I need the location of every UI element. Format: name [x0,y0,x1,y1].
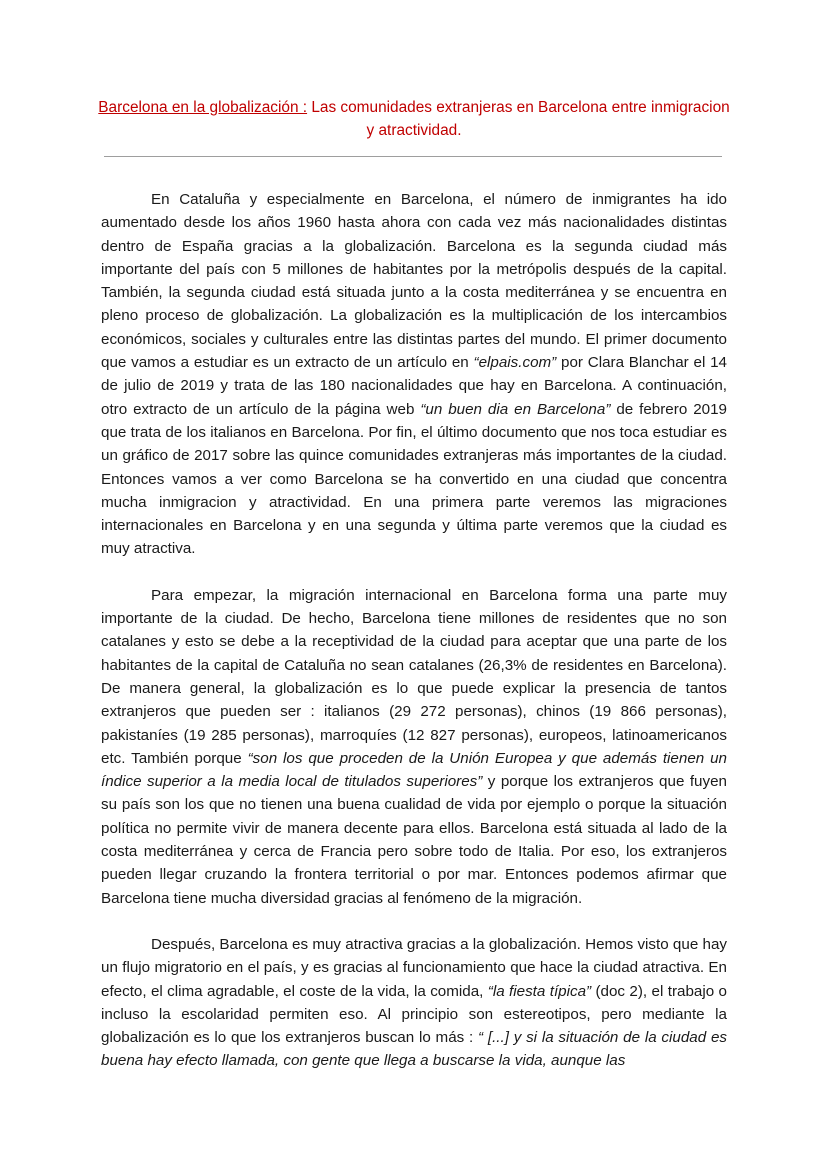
document-body [101,188,727,1073]
paragraph-text: de febrero 2019 que trata de los italianos en Barcelona. Por fin, el último documento que nos toca estudiar es un gráfico de 2017 sobre las quince comunidades extranjeras más importantes de la ciudad. Entonces vamos a ver como Barcelona se ha convertido en una ciudad que concentra mucha inmigracion y atractividad. En una primera parte veremos las migraciones internacionales en Barcelona y en una segunda y última parte veremos que la ciudad es muy atractiva. [101,400,727,558]
title-rest: Las comunidades extranjeras en Barcelona entre inmigracion y atractividad. [307,99,730,139]
paragraph-text: En Cataluña y especialmente en Barcelona, el número de inmigrantes ha ido aumentado desde los años 1960 hasta ahora con cada vez más nacionalidades distintas dentro de España gracias a la globalización. Barcelona es la segunda ciudad más importante del país con 5 millones de habitantes por la metrópolis después de la capital. También, la segunda ciudad está situada junto a la costa mediterránea y se encuentra en pleno proceso de globalización. La globalización es la multiplicación de los intercambios económicos, sociales y culturales entre las distintas partes del mundo. El primer documento que vamos a estudiar es un extracto de un artículo en [101,191,727,372]
horizontal-divider [104,156,722,157]
quote-fiesta-tipica: “la fiesta típica” [487,982,592,1000]
document-title [96,96,732,142]
paragraph-attractiveness [101,933,727,1073]
paragraph-text: Para empezar, la migración internacional en Barcelona forma una parte muy importante de la ciudad. De hecho, Barcelona tiene millones de residentes que no son catalanes y esto se debe a la receptividad de la ciudad para aceptar que una parte de los habitantes de la capital de Cataluña no sean catalanes (26,3% de residentes en Barcelona). De manera general, la globalización es lo que puede explicar la presencia de tantos extranjeros que pueden ser : italianos (29 272 personas), chinos (19 866 personas), pakistaníes (19 285 personas), marroquíes (12 827 personas), europeos, latinoamericanos etc. También porque [101,586,727,767]
quote-union-europea: “son los que proceden de la Unión Europea y que además tienen un índice superior a la media local de titulados superiores” [101,749,727,791]
quote-efecto-llamada: “ [...] y si la situación de la ciudad es buena hay efecto llamada, con gente que llega a buscarse la vida, aunque las [101,1029,727,1070]
paragraph-migration [101,584,727,910]
paragraph-text: Después, Barcelona es muy atractiva gracias a la globalización. Hemos visto que hay un flujo migratorio en el país, y es gracias al funcionamiento que hace la ciudad atractiva. En efecto, el clima agradable, el coste de la vida, la comida, [101,935,727,1000]
quote-elpais: “elpais.com” [473,354,557,372]
paragraph-introduction [101,188,727,561]
paragraph-text: por Clara Blanchar el 14 de julio de 2019 y trata de las 180 nacionalidades que hay en Barcelona. A continuación, otro extracto de un artículo de la página web [101,354,728,418]
paragraph-text: (doc 2), el trabajo o incluso la escolaridad permiten eso. Al principio son estereotipos, pero mediante la globalización es lo que los extranjeros buscan lo más : [101,982,727,1047]
quote-buen-dia: “un buen dia en Barcelona” [420,400,611,418]
title-underlined-part: Barcelona en la globalización : [98,99,308,116]
paragraph-text: y porque los extranjeros que fuyen su país son los que no tienen una buena cualidad de vida por ejemplo o porque la situación política no permite vivir de manera decente para ellos. Barcelona está situada al lado de la costa mediterránea y cerca de Francia pero sobre todo de Italia. Por eso, los extranjeros pueden llegar cruzando la frontera territorial o por mar. Entonces podemos afirmar que Barcelona tiene mucha diversidad gracias al fenómeno de la migración. [101,773,727,907]
